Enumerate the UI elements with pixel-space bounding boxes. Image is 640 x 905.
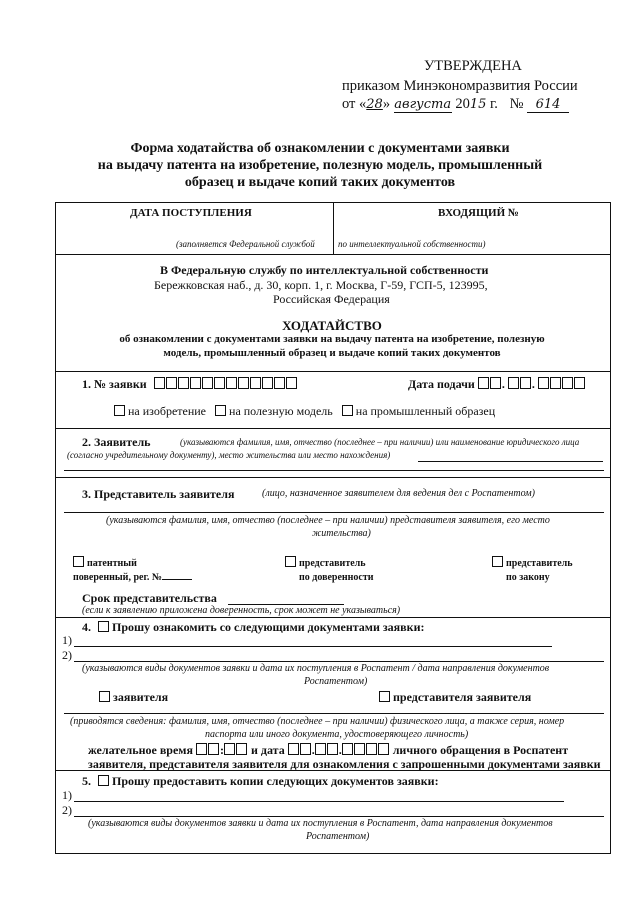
visit-applicant-checkbox[interactable]: [99, 691, 110, 702]
applicant-note2: (согласно учредительному документу), место жительства или место нахождения): [67, 450, 391, 460]
representative-sub2: жительства): [312, 528, 371, 539]
header-divider: [333, 202, 334, 254]
petition-line2: модель, промышленный образец и выдаче копий таких документов: [163, 347, 501, 359]
row-divider-petition: [55, 371, 610, 372]
industrial-design-checkbox[interactable]: [342, 405, 353, 416]
order-number: 614: [527, 97, 569, 113]
industrial-design-label: на промышленный образец: [355, 404, 496, 418]
sec4-checkbox[interactable]: [98, 621, 109, 632]
petition-line1: об ознакомлении с документами заявки на выдачу патента на изобретение, полезную: [119, 333, 545, 345]
applicant-note1: (указываются фамилия, имя, отчество (последнее – при наличии) или наименование юридического лица: [180, 437, 580, 447]
applicant-field-line2[interactable]: [64, 470, 604, 471]
approved-heading: УТВЕРЖДЕНА: [424, 58, 522, 74]
application-type-row: [114, 404, 495, 419]
application-number-cells[interactable]: [154, 377, 298, 391]
visit-representative-option: представителя заявителя: [379, 690, 531, 705]
utility-model-checkbox[interactable]: [215, 405, 226, 416]
applicant-field[interactable]: [418, 461, 603, 462]
row-divider-sec1: [55, 428, 610, 429]
patent-attorney-checkbox[interactable]: [73, 556, 84, 567]
invention-checkbox[interactable]: [114, 405, 125, 416]
term-label: Срок представительства: [82, 591, 217, 605]
visit-applicant-option: заявителя: [99, 690, 168, 705]
number-prefix: №: [509, 96, 524, 112]
visit-time-row: [88, 743, 568, 758]
visit-date-cells[interactable]: . .: [288, 743, 390, 757]
approval-order: приказом Минэкономразвития России: [342, 78, 578, 94]
visit-time-cells[interactable]: :: [196, 743, 248, 757]
sec5-item2-label: 2): [62, 803, 72, 817]
filing-date-cells[interactable]: . .: [478, 377, 586, 391]
application-number-row: [82, 377, 298, 392]
sec5-text: Прошу предоставить копии следующих документов заявки:: [112, 774, 439, 788]
term-note: (если к заявлению приложена доверенность, срок может не указываться): [82, 605, 401, 616]
utility-model-label: на полезную модель: [229, 404, 333, 418]
visitor-info-note2: паспорта или иного документа, удостоверяющего личность): [205, 729, 469, 740]
year-g: г.: [490, 96, 498, 112]
proxy-option: представитель по доверенности: [285, 556, 374, 585]
sec5-checkbox[interactable]: [98, 775, 109, 786]
sec5-note2: Роспатентом): [306, 831, 370, 842]
approval-date-line: [342, 96, 569, 113]
addressee-line1: В Федеральную службу по интеллектуальной собственности: [160, 263, 489, 277]
addressee-line2: Бережковская наб., д. 30, корп. 1, г. Москва, Г-59, ГСП-5, 123995,: [154, 278, 488, 292]
visit-desired-label: желательное время: [88, 743, 193, 757]
quote-close: »: [382, 96, 391, 112]
representative-note: (лицо, назначенное заявителем для ведения дел с Роспатентом): [262, 488, 535, 499]
representative-sub1: (указываются фамилия, имя, отчество (последнее – при наличии) представителя заявителя, его место: [106, 515, 550, 526]
legal-rep-option: представитель по закону: [492, 556, 573, 585]
sec4-text: Прошу ознакомить со следующими документами заявки:: [112, 620, 425, 634]
visitor-info-field[interactable]: [64, 713, 604, 714]
invention-label: на изобретение: [128, 404, 207, 418]
sec5-item1-label: 1): [62, 788, 72, 802]
year-prefix: 20: [455, 96, 470, 112]
visitor-info-note1: (приводятся сведения: фамилия, имя, отчество (последнее – при наличии) физического лица, а также серия, номер: [70, 716, 565, 727]
form-title-line2: на выдачу патента на изобретение, полезную модель, промышленный: [97, 158, 543, 173]
visit-and-date-label: и дата: [250, 743, 285, 757]
incoming-number-label: ВХОДЯЩИЙ №: [438, 207, 519, 219]
form-title-line3: образец и выдаче копий таких документов: [184, 175, 456, 190]
sec4-note2: Роспатентом): [304, 676, 368, 687]
petition-title: ХОДАТАЙСТВО: [282, 318, 382, 333]
sec5-heading: 5. Прошу предоставить копии следующих документов заявки:: [82, 774, 439, 788]
sec5-note1: (указываются виды документов заявки и дата их поступления в Роспатент, дата направления документов: [88, 818, 553, 829]
visit-representative-checkbox[interactable]: [379, 691, 390, 702]
visit-line2: заявителя, представителя заявителя для ознакомления с запрошенными документами заявки: [88, 757, 601, 771]
sec4-item2-label: 2): [62, 648, 72, 662]
proxy-checkbox[interactable]: [285, 556, 296, 567]
form-title-line1: Форма ходатайства об ознакомлении с документами заявки: [130, 141, 510, 156]
header-note-left: (заполняется Федеральной службой: [176, 239, 315, 249]
sec4-note1: (указываются виды документов заявки и дата их поступления в Роспатент / дата направления документов: [82, 663, 550, 674]
sec4-item1-field[interactable]: [74, 646, 552, 647]
sec4-item2-field[interactable]: [74, 661, 604, 662]
row-divider-sec2: [55, 477, 610, 478]
sec5-item1-field[interactable]: [74, 801, 564, 802]
row-divider-sec3: [55, 617, 610, 618]
sec4-heading: 4. Прошу ознакомить со следующими документами заявки:: [82, 620, 425, 634]
day-value: 28: [366, 97, 383, 112]
date-received-label: ДАТА ПОСТУПЛЕНИЯ: [130, 207, 252, 219]
attorney-reg-number-field[interactable]: [162, 579, 192, 580]
representative-field[interactable]: [64, 512, 604, 513]
year-suffix: 15: [469, 97, 487, 112]
application-number-label: 1. № заявки: [82, 377, 147, 391]
representative-label: 3. Представитель заявителя: [82, 487, 235, 501]
date-prefix: от «: [342, 96, 367, 112]
filing-date-label: Дата подачи: [408, 377, 475, 391]
filing-date-row: [408, 377, 586, 392]
patent-attorney-option: патентный поверенный, рег. №: [73, 556, 192, 585]
header-note-right: по интеллектуальной собственности): [338, 239, 486, 249]
addressee-line3: Российская Федерация: [273, 292, 390, 306]
row-divider-header: [55, 254, 610, 255]
sec4-item1-label: 1): [62, 633, 72, 647]
visit-personal-label: личного обращения в Роспатент: [392, 743, 569, 757]
sec5-item2-field[interactable]: [74, 816, 604, 817]
legal-rep-checkbox[interactable]: [492, 556, 503, 567]
month-value: августа: [394, 97, 452, 112]
applicant-label: 2. Заявитель: [82, 435, 151, 449]
